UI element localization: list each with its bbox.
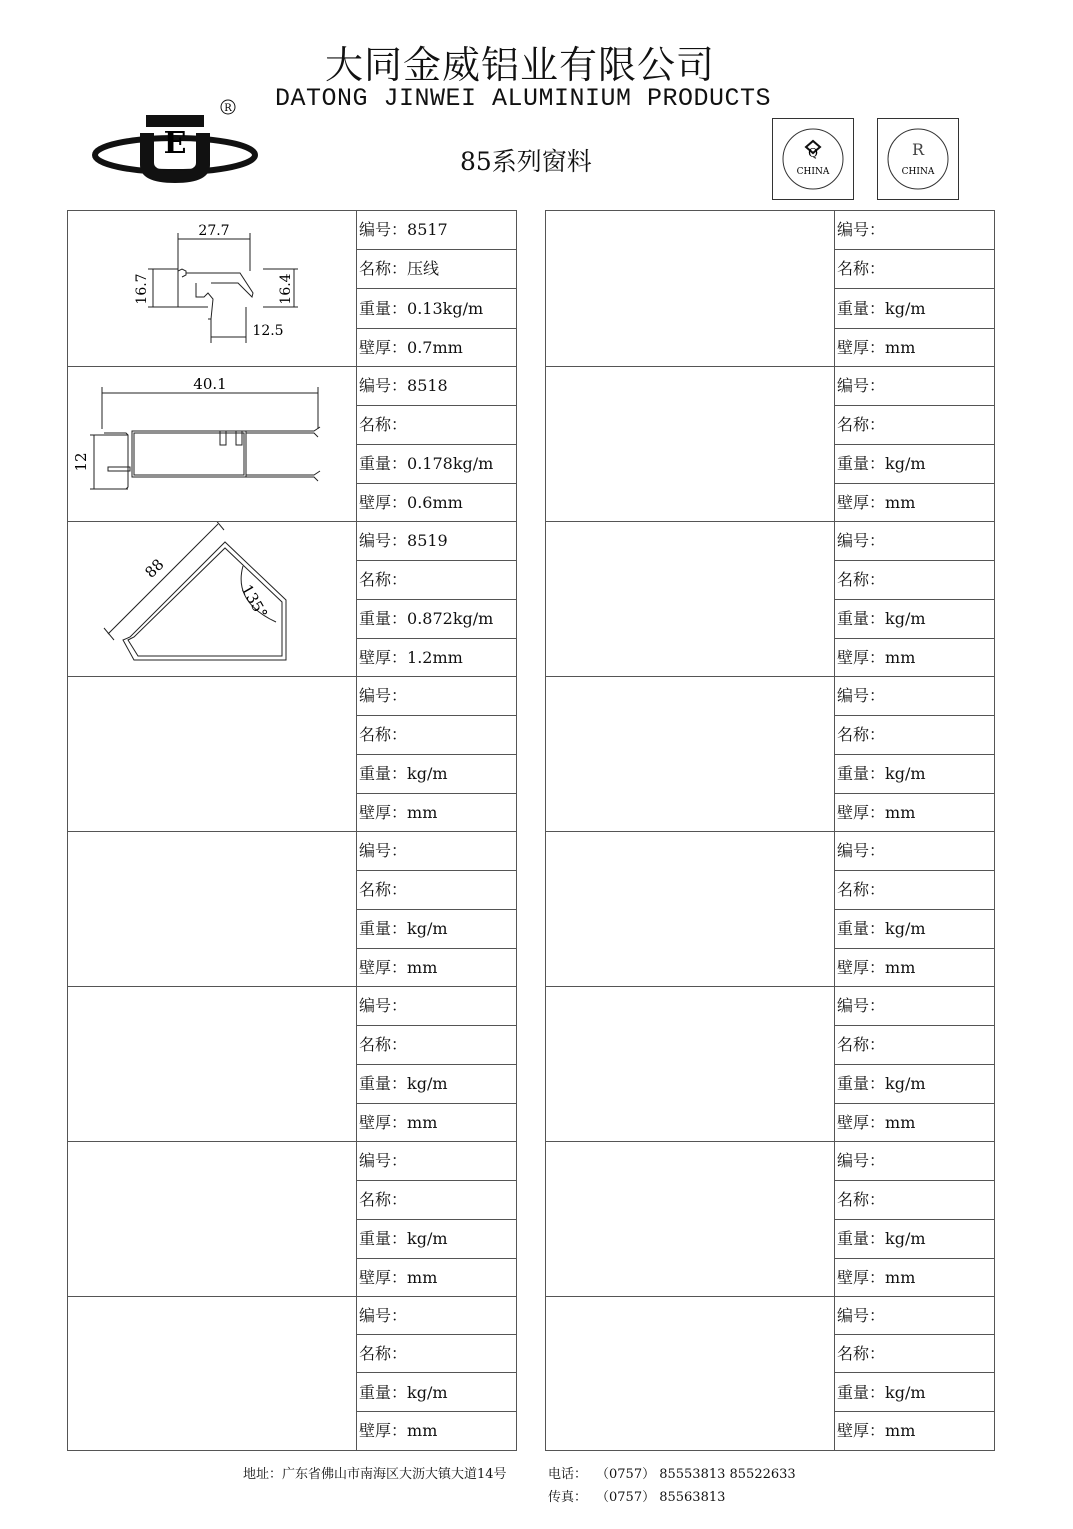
profile-fields xyxy=(357,987,516,1141)
field-label: 壁厚： xyxy=(359,493,408,512)
field-code xyxy=(835,522,994,561)
field-code xyxy=(357,1297,516,1335)
profile-row xyxy=(68,1297,516,1450)
footer-fax: （0757） 85563813 xyxy=(596,1490,726,1505)
profile-drawing-cell xyxy=(68,832,357,986)
company-name-cn: 大同金威铝业有限公司 xyxy=(324,43,715,87)
field-value: mm xyxy=(407,1421,438,1440)
field-value: kg/m xyxy=(885,299,926,318)
field-value: mm xyxy=(885,338,916,357)
field-label: 壁厚： xyxy=(359,1421,408,1440)
footer-fax-label: 传真： xyxy=(548,1490,588,1505)
field-value: kg/m xyxy=(885,919,926,938)
field-value: mm xyxy=(885,648,916,667)
footer-phone-label: 电话： xyxy=(548,1467,588,1482)
company-name-en: DATONG JINWEI ALUMINIUM PRODUCTS xyxy=(274,84,772,113)
field-value: kg/m xyxy=(407,919,448,938)
right-profile-table xyxy=(545,210,995,1451)
cert1-mark: Q xyxy=(808,146,818,160)
field-name xyxy=(357,1026,516,1065)
profile-drawing-8517 xyxy=(68,211,357,366)
field-weight xyxy=(835,600,994,639)
profile-fields xyxy=(835,677,994,831)
profile-row xyxy=(546,832,994,987)
field-label: 编号： xyxy=(359,1151,408,1170)
field-wall xyxy=(835,794,994,832)
field-label: 编号： xyxy=(837,1151,886,1170)
field-value: 0.6mm xyxy=(407,493,463,512)
profile-drawing-8518 xyxy=(68,367,357,522)
field-wall xyxy=(835,329,994,367)
profile-drawing-cell xyxy=(68,677,357,831)
svg-text:40.1: 40.1 xyxy=(193,375,227,393)
field-weight xyxy=(357,290,516,329)
field-code xyxy=(835,987,994,1026)
profile-row xyxy=(68,522,516,677)
field-label: 壁厚： xyxy=(837,958,886,977)
svg-text:88: 88 xyxy=(141,555,168,582)
field-label: 编号： xyxy=(359,841,408,860)
field-code xyxy=(835,211,994,250)
field-value: 8518 xyxy=(407,376,448,395)
field-label: 重量： xyxy=(359,1229,408,1248)
field-label: 重量： xyxy=(359,764,408,783)
field-wall xyxy=(357,949,516,987)
field-value: mm xyxy=(407,958,438,977)
profile-fields xyxy=(357,832,516,986)
field-weight xyxy=(835,910,994,949)
field-label: 重量： xyxy=(837,299,886,318)
field-value: 8517 xyxy=(407,220,448,239)
field-weight xyxy=(357,1065,516,1104)
field-name xyxy=(357,871,516,910)
field-value: mm xyxy=(885,1421,916,1440)
field-label: 编号： xyxy=(837,1305,886,1325)
profile-fields xyxy=(357,677,516,831)
field-code xyxy=(835,367,994,406)
field-wall xyxy=(835,1104,994,1142)
field-label: 名称： xyxy=(359,570,408,589)
field-name xyxy=(835,1181,994,1220)
field-label: 编号： xyxy=(837,376,886,395)
footer-phone: （0757） 85553813 85522633 xyxy=(596,1467,796,1482)
field-weight xyxy=(357,1374,516,1412)
field-wall xyxy=(357,1412,516,1450)
field-weight xyxy=(835,445,994,484)
field-label: 重量： xyxy=(359,454,408,473)
field-value: mm xyxy=(885,1268,916,1287)
field-label: 编号： xyxy=(837,686,886,705)
registered-mark: R xyxy=(224,103,232,114)
field-label: 编号： xyxy=(837,531,886,550)
field-code xyxy=(357,367,516,406)
field-label: 重量： xyxy=(359,1074,408,1093)
field-label: 名称： xyxy=(837,1035,886,1054)
profile-row xyxy=(68,1142,516,1297)
field-weight xyxy=(357,1220,516,1259)
profile-row xyxy=(546,522,994,677)
profile-fields xyxy=(835,211,994,366)
field-weight xyxy=(357,445,516,484)
field-value: kg/m xyxy=(407,1074,448,1093)
profile-drawing-cell xyxy=(546,1297,835,1450)
field-label: 名称： xyxy=(837,880,886,899)
profile-drawing-cell xyxy=(68,367,357,521)
profile-fields xyxy=(835,832,994,986)
registration-cert-badge xyxy=(877,118,959,200)
field-code xyxy=(357,832,516,871)
field-label: 名称： xyxy=(359,1035,408,1054)
field-value: kg/m xyxy=(885,609,926,628)
field-name xyxy=(835,716,994,755)
profile-row xyxy=(546,367,994,522)
field-label: 编号： xyxy=(359,1305,408,1325)
field-label: 名称： xyxy=(837,415,886,434)
field-label: 重量： xyxy=(837,919,886,938)
left-profile-table xyxy=(67,210,517,1451)
field-name xyxy=(357,1335,516,1373)
cert1-text: CHINA xyxy=(796,167,830,177)
profile-fields xyxy=(357,1297,516,1450)
field-label: 重量： xyxy=(837,764,886,783)
field-value: kg/m xyxy=(407,1229,448,1248)
field-code xyxy=(357,1142,516,1181)
cert2-text: CHINA xyxy=(901,167,935,177)
field-value: 1.2mm xyxy=(407,648,463,667)
svg-text:16.7: 16.7 xyxy=(134,273,150,305)
field-label: 名称： xyxy=(359,415,408,434)
profile-fields xyxy=(357,1142,516,1296)
field-value: mm xyxy=(407,803,438,822)
field-name xyxy=(835,1026,994,1065)
profile-drawing-cell xyxy=(546,987,835,1141)
field-label: 壁厚： xyxy=(837,338,886,357)
field-wall xyxy=(357,1259,516,1297)
profile-drawing-cell xyxy=(546,211,835,366)
profile-row xyxy=(546,677,994,832)
field-label: 编号： xyxy=(837,996,886,1015)
field-label: 壁厚： xyxy=(837,1113,886,1132)
field-name xyxy=(357,561,516,600)
field-wall xyxy=(357,639,516,677)
field-weight xyxy=(357,910,516,949)
field-weight xyxy=(835,755,994,794)
field-label: 编号： xyxy=(359,376,408,395)
field-name xyxy=(357,716,516,755)
profile-row xyxy=(546,211,994,367)
profile-row xyxy=(546,987,994,1142)
svg-text:27.7: 27.7 xyxy=(198,223,230,239)
svg-text:12: 12 xyxy=(72,452,90,472)
field-label: 重量： xyxy=(359,609,408,628)
field-label: 重量： xyxy=(359,1382,408,1402)
field-code xyxy=(357,522,516,561)
profile-row xyxy=(546,1142,994,1297)
profile-fields xyxy=(835,367,994,521)
quality-cert-badge xyxy=(772,118,854,200)
field-value: kg/m xyxy=(885,1229,926,1248)
field-label: 名称： xyxy=(837,1343,886,1363)
field-label: 壁厚： xyxy=(359,338,408,357)
series-title: 85系列窗料 xyxy=(460,147,592,176)
field-name xyxy=(835,250,994,289)
field-label: 壁厚： xyxy=(359,648,408,667)
field-label: 壁厚： xyxy=(837,803,886,822)
profile-drawing-cell xyxy=(546,832,835,986)
profile-drawing-cell xyxy=(68,211,357,366)
profile-row xyxy=(68,211,516,367)
field-name xyxy=(357,250,516,289)
svg-text:135°: 135° xyxy=(237,581,272,622)
field-wall xyxy=(835,1259,994,1297)
field-wall xyxy=(835,639,994,677)
field-wall xyxy=(835,949,994,987)
field-value: 0.13kg/m xyxy=(407,299,484,318)
company-logo xyxy=(88,95,263,190)
field-label: 重量： xyxy=(837,609,886,628)
field-value: mm xyxy=(885,958,916,977)
field-name xyxy=(835,561,994,600)
profile-fields xyxy=(357,522,516,676)
field-label: 重量： xyxy=(837,454,886,473)
field-label: 壁厚： xyxy=(837,648,886,667)
field-name xyxy=(357,1181,516,1220)
field-value: mm xyxy=(407,1113,438,1132)
field-weight xyxy=(357,755,516,794)
field-code xyxy=(357,677,516,716)
field-value: kg/m xyxy=(407,764,448,783)
field-value: mm xyxy=(885,1113,916,1132)
field-label: 编号： xyxy=(359,531,408,550)
field-label: 编号： xyxy=(359,996,408,1015)
field-name xyxy=(357,406,516,445)
profile-row xyxy=(68,367,516,522)
field-value: 8519 xyxy=(407,531,448,550)
field-value: mm xyxy=(885,493,916,512)
profile-drawing-cell xyxy=(68,1142,357,1296)
profile-drawing-cell xyxy=(546,1142,835,1296)
field-label: 编号： xyxy=(837,220,886,239)
profile-row xyxy=(68,677,516,832)
field-label: 壁厚： xyxy=(837,493,886,512)
field-label: 壁厚： xyxy=(837,1268,886,1287)
field-name xyxy=(835,1335,994,1373)
field-label: 壁厚： xyxy=(359,1268,408,1287)
svg-text:16.4: 16.4 xyxy=(278,273,294,305)
profile-drawing-cell xyxy=(68,1297,357,1450)
field-value: kg/m xyxy=(885,764,926,783)
field-label: 重量： xyxy=(359,299,408,318)
field-weight xyxy=(835,1374,994,1412)
field-label: 名称： xyxy=(837,725,886,744)
field-code xyxy=(357,211,516,250)
profile-fields xyxy=(835,1297,994,1450)
field-value: kg/m xyxy=(885,454,926,473)
field-label: 壁厚： xyxy=(837,1421,886,1440)
profile-fields xyxy=(357,211,516,366)
field-value: kg/m xyxy=(885,1382,926,1402)
profile-fields xyxy=(357,367,516,521)
profile-drawing-cell xyxy=(68,987,357,1141)
field-name xyxy=(835,871,994,910)
field-wall xyxy=(835,484,994,522)
profile-drawing-cell xyxy=(546,367,835,521)
profile-drawing-cell xyxy=(546,677,835,831)
profile-fields xyxy=(835,522,994,676)
field-label: 壁厚： xyxy=(359,1113,408,1132)
field-value: 0.7mm xyxy=(407,338,463,357)
profile-drawing-cell xyxy=(68,522,357,676)
profile-drawing-cell xyxy=(546,522,835,676)
field-label: 重量： xyxy=(837,1229,886,1248)
field-value: kg/m xyxy=(407,1382,448,1402)
field-label: 壁厚： xyxy=(359,803,408,822)
field-code xyxy=(835,832,994,871)
field-wall xyxy=(835,1412,994,1450)
cert2-mark: R xyxy=(911,140,925,159)
field-label: 名称： xyxy=(359,880,408,899)
profile-row xyxy=(68,987,516,1142)
field-code xyxy=(835,677,994,716)
logo-letter: E xyxy=(163,126,187,161)
field-label: 壁厚： xyxy=(359,958,408,977)
field-label: 编号： xyxy=(359,220,408,239)
field-label: 名称： xyxy=(837,570,886,589)
field-weight xyxy=(835,1220,994,1259)
field-label: 重量： xyxy=(837,1074,886,1093)
field-label: 名称： xyxy=(359,1190,408,1209)
field-wall xyxy=(357,1104,516,1142)
field-value: 压线 xyxy=(407,259,440,278)
field-value: 0.178kg/m xyxy=(407,454,494,473)
field-wall xyxy=(357,794,516,832)
svg-text:12.5: 12.5 xyxy=(252,323,284,339)
field-value: kg/m xyxy=(885,1074,926,1093)
field-name xyxy=(835,406,994,445)
field-label: 名称： xyxy=(837,1190,886,1209)
profile-row xyxy=(546,1297,994,1450)
field-label: 名称： xyxy=(359,259,408,278)
field-weight xyxy=(835,1065,994,1104)
field-weight xyxy=(357,600,516,639)
profile-drawing-8519 xyxy=(68,522,357,677)
field-value: 0.872kg/m xyxy=(407,609,494,628)
field-label: 编号： xyxy=(837,841,886,860)
footer-address: 地址：广东省佛山市南海区大沥大镇大道14号 xyxy=(243,1467,507,1482)
field-wall xyxy=(357,329,516,367)
profile-fields xyxy=(835,1142,994,1296)
field-value: mm xyxy=(407,1268,438,1287)
field-label: 重量： xyxy=(837,1382,886,1402)
field-code xyxy=(835,1142,994,1181)
field-weight xyxy=(835,290,994,329)
field-wall xyxy=(357,484,516,522)
field-label: 名称： xyxy=(359,725,408,744)
field-label: 名称： xyxy=(359,1343,408,1363)
field-code xyxy=(835,1297,994,1335)
field-label: 名称： xyxy=(837,259,886,278)
profile-fields xyxy=(835,987,994,1141)
field-code xyxy=(357,987,516,1026)
profile-row xyxy=(68,832,516,987)
field-value: mm xyxy=(885,803,916,822)
field-label: 重量： xyxy=(359,919,408,938)
field-label: 编号： xyxy=(359,686,408,705)
